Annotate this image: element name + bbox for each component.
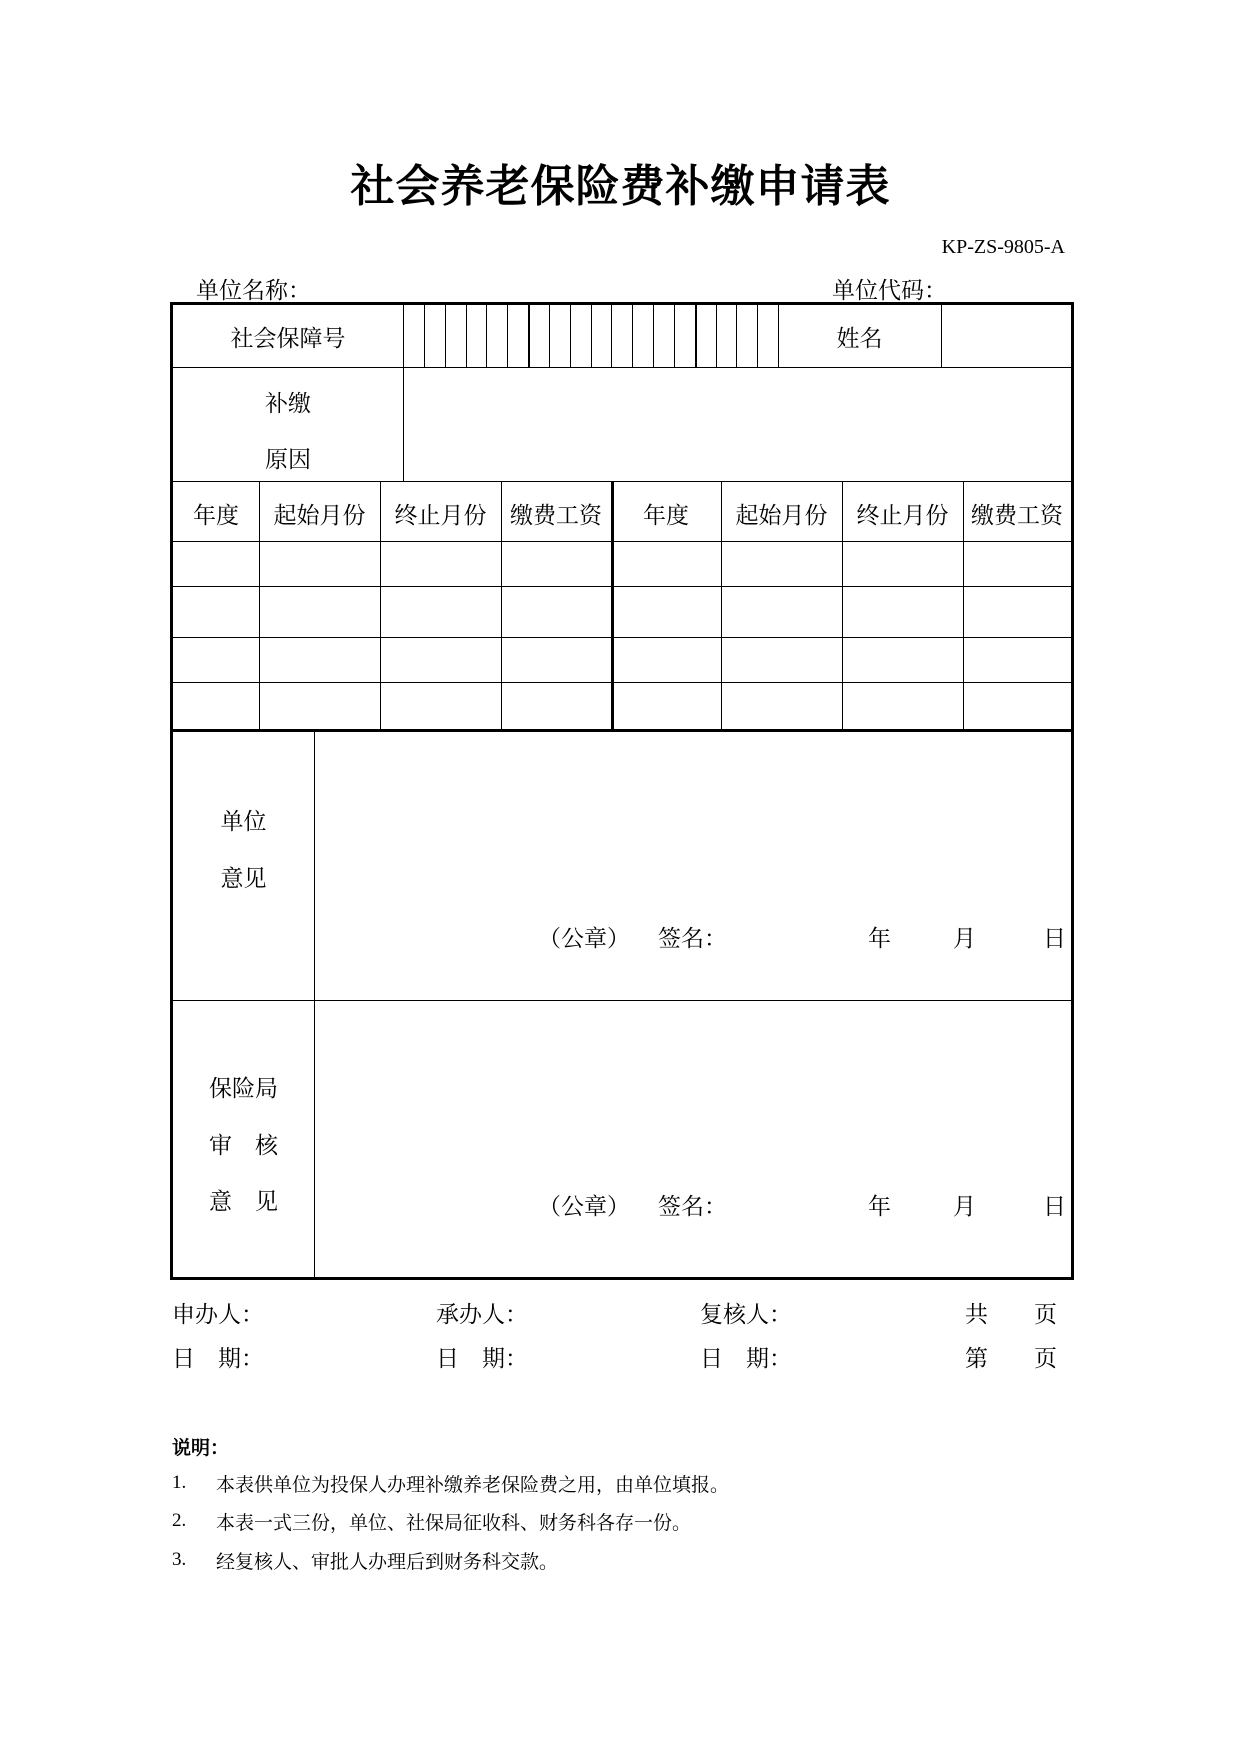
ssn-cell-divider	[486, 305, 487, 367]
unit-sign-label: 签名：	[658, 926, 727, 952]
application-form-table	[170, 302, 1074, 1280]
ssn-label: 社会保障号	[230, 326, 346, 352]
bureau-month-label: 月	[953, 1194, 976, 1220]
handler-date-label: 日 期：	[436, 1346, 528, 1372]
col-header-6: 起始月份	[735, 503, 828, 529]
page-number-label: 第 页	[965, 1346, 1057, 1372]
name-label: 姓名	[836, 326, 883, 352]
reviewer-label: 复核人：	[700, 1302, 792, 1328]
ssn-cell-divider	[716, 305, 717, 367]
ssn-cell-divider	[424, 305, 425, 367]
col-header-3: 终止月份	[394, 503, 487, 529]
ssn-cell-divider	[632, 305, 633, 367]
col-header-7: 终止月份	[856, 503, 949, 529]
note-3-number: 3.	[172, 1549, 187, 1570]
ssn-cell-divider	[549, 305, 550, 367]
reviewer-date-label: 日 期：	[700, 1346, 792, 1372]
unit-day-label: 日	[1043, 926, 1066, 952]
bureau-label-line3: 意 见	[209, 1189, 278, 1215]
col-header-8: 缴费工资	[971, 503, 1063, 529]
ssn-cell-divider	[528, 305, 530, 367]
ssn-cell-divider	[611, 305, 612, 367]
reason-label-line2: 原因	[265, 447, 311, 473]
note-2-text: 本表一式三份，单位、社保局征收科、财务科各存一份。	[216, 1512, 692, 1534]
note-1-text: 本表供单位为投保人办理补缴养老保险费之用，由单位填报。	[216, 1474, 730, 1496]
bureau-label-line1: 保险局	[209, 1076, 278, 1102]
applicant-label: 申办人：	[172, 1302, 264, 1328]
ssn-cell-divider	[570, 305, 571, 367]
ssn-cell-divider	[445, 305, 446, 367]
bureau-day-label: 日	[1043, 1194, 1066, 1220]
form-code: KP-ZS-9805-A	[941, 236, 1065, 258]
bureau-seal-label: （公章）	[538, 1194, 630, 1220]
ssn-cell-divider	[757, 305, 758, 367]
bureau-label-line2: 审 核	[209, 1133, 278, 1159]
ssn-cell-divider	[653, 305, 654, 367]
total-pages-label: 共 页	[965, 1302, 1057, 1328]
unit-opinion-field[interactable]	[318, 733, 1068, 996]
unit-name-label: 单位名称：	[196, 278, 311, 304]
unit-month-label: 月	[953, 926, 976, 952]
unit-opinion-label-line2: 意见	[220, 866, 267, 892]
bureau-year-label: 年	[868, 1194, 891, 1220]
unit-seal-label: （公章）	[538, 926, 630, 952]
ssn-cell-divider	[466, 305, 467, 367]
handler-label: 承办人：	[436, 1302, 528, 1328]
ssn-cell-divider	[674, 305, 675, 367]
notes-title: 说明：	[172, 1437, 230, 1459]
bureau-opinion-field[interactable]	[318, 1004, 1068, 1274]
form-title: 社会养老保险费补缴申请表	[350, 161, 891, 212]
col-header-2: 起始月份	[273, 503, 366, 529]
ssn-cell-divider	[507, 305, 508, 367]
ssn-cell-divider	[736, 305, 737, 367]
col-header-1: 年度	[193, 503, 239, 529]
applicant-date-label: 日 期：	[172, 1346, 264, 1372]
ssn-cell-divider	[591, 305, 592, 367]
note-1-number: 1.	[172, 1472, 187, 1493]
reason-field[interactable]	[407, 371, 1067, 477]
unit-code-label: 单位代码：	[832, 278, 947, 304]
note-2-number: 2.	[172, 1510, 187, 1531]
col-header-5: 年度	[643, 503, 689, 529]
reason-label-line1: 补缴	[265, 391, 311, 417]
note-3-text: 经复核人、审批人办理后到财务科交款。	[216, 1551, 559, 1573]
ssn-cell-divider	[695, 305, 697, 367]
name-field[interactable]	[945, 309, 1067, 363]
unit-opinion-label-line1: 单位	[220, 809, 267, 835]
bureau-sign-label: 签名：	[658, 1194, 727, 1220]
unit-year-label: 年	[868, 926, 891, 952]
col-header-4: 缴费工资	[510, 503, 602, 529]
